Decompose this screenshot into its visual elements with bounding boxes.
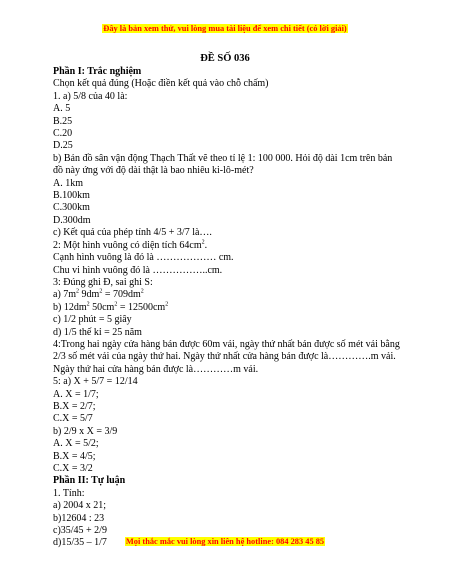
option: D.300dm <box>53 214 91 226</box>
part1-instruction: Chọn kết quả đúng (Hoặc điền kết quả vào chỗ chấm) <box>53 78 269 90</box>
calc-item: b)12604 : 23 <box>53 512 105 524</box>
question-5b: b) 2/9 x X = 3/9 <box>53 425 118 437</box>
part1-heading: Phần I: Trắc nghiệm <box>53 66 142 77</box>
question-2: 2: Một hình vuông có diện tích $64cm^2$. <box>53 239 208 251</box>
question-3b: b) $12dm^2$ $50cm^2 = 12500cm^2$ <box>53 301 169 313</box>
option: C.20 <box>53 128 73 140</box>
option: B.X = 2/7; <box>53 400 96 412</box>
exam-title: ĐỀ SỐ 036 <box>200 53 250 64</box>
question-4: 4:Trong hai ngày cửa hàng bán được 60m vải, ngày thứ nhất bán được số mét vải bằng 2/3 số mét vải của ngày thứ hai. Ngày thứ nhất cửa hàng bán được là………….m vải. Ngày thứ hai cửa hàng bán được là…………m vải. <box>53 338 400 375</box>
option: C.300km <box>53 202 90 214</box>
part2-heading: Phần II: Tự luận <box>53 475 126 487</box>
option: A. 1km <box>53 177 83 189</box>
option: C.X = 5/7 <box>53 413 93 425</box>
preview-banner: Đây là bản xem thử, vui lòng mua tài liệu để xem chi tiết (có lời giải) <box>103 24 347 33</box>
question-2-side: Cạnh hình vuông là đó là ……………… cm. <box>53 252 234 264</box>
option: B.100km <box>53 190 90 202</box>
question-5a: 5: a) X + 5/7 = 12/14 <box>53 376 138 388</box>
option: A. 5 <box>53 103 71 115</box>
option: A. X = 1/7; <box>53 388 99 400</box>
question-3: 3: Đúng ghi Đ, sai ghi S: <box>53 276 153 288</box>
question-3a: a) $7m^2$ $9dm^2 = 709dm^2$ <box>53 288 144 301</box>
exam-content <box>53 66 401 550</box>
option: A. X = 5/2; <box>53 438 99 450</box>
option: B.X = 4/5; <box>53 450 96 462</box>
option: B.25 <box>53 115 73 127</box>
part2-question-1: 1. Tính: <box>53 487 85 499</box>
question-3c: c) 1/2 phút = 5 giây <box>53 314 132 326</box>
question-1c: c) Kết quả của phép tính 4/5 + 3/7 là…. <box>53 227 212 239</box>
hotline-footer: Mọi thắc mắc vui lòng xin liên hệ hotline: 084 283 45 85 <box>125 537 325 546</box>
question-3d: d) 1/5 thế kỉ = 25 năm <box>53 326 142 338</box>
question-1b: b) Bản đồ sân vận động Thạch Thất vẽ theo tỉ lệ 1: 100 000. Hỏi độ dài 1cm trên bản đồ này ứng với độ dài thật là bao nhiêu ki-lô-mét? <box>53 152 393 177</box>
question-2-perimeter: Chu vi hình vuông đó là ……………..cm. <box>53 264 223 276</box>
question-1a: 1. a) 5/8 của 40 là: <box>53 90 128 102</box>
option: D.25 <box>53 140 73 152</box>
calc-item: d)15/35 – 1/7 <box>53 537 107 549</box>
calc-item: c)35/45 + 2/9 <box>53 525 107 537</box>
option: C.X = 3/2 <box>53 463 93 474</box>
calc-item: a) 2004 x 21; <box>53 500 107 512</box>
